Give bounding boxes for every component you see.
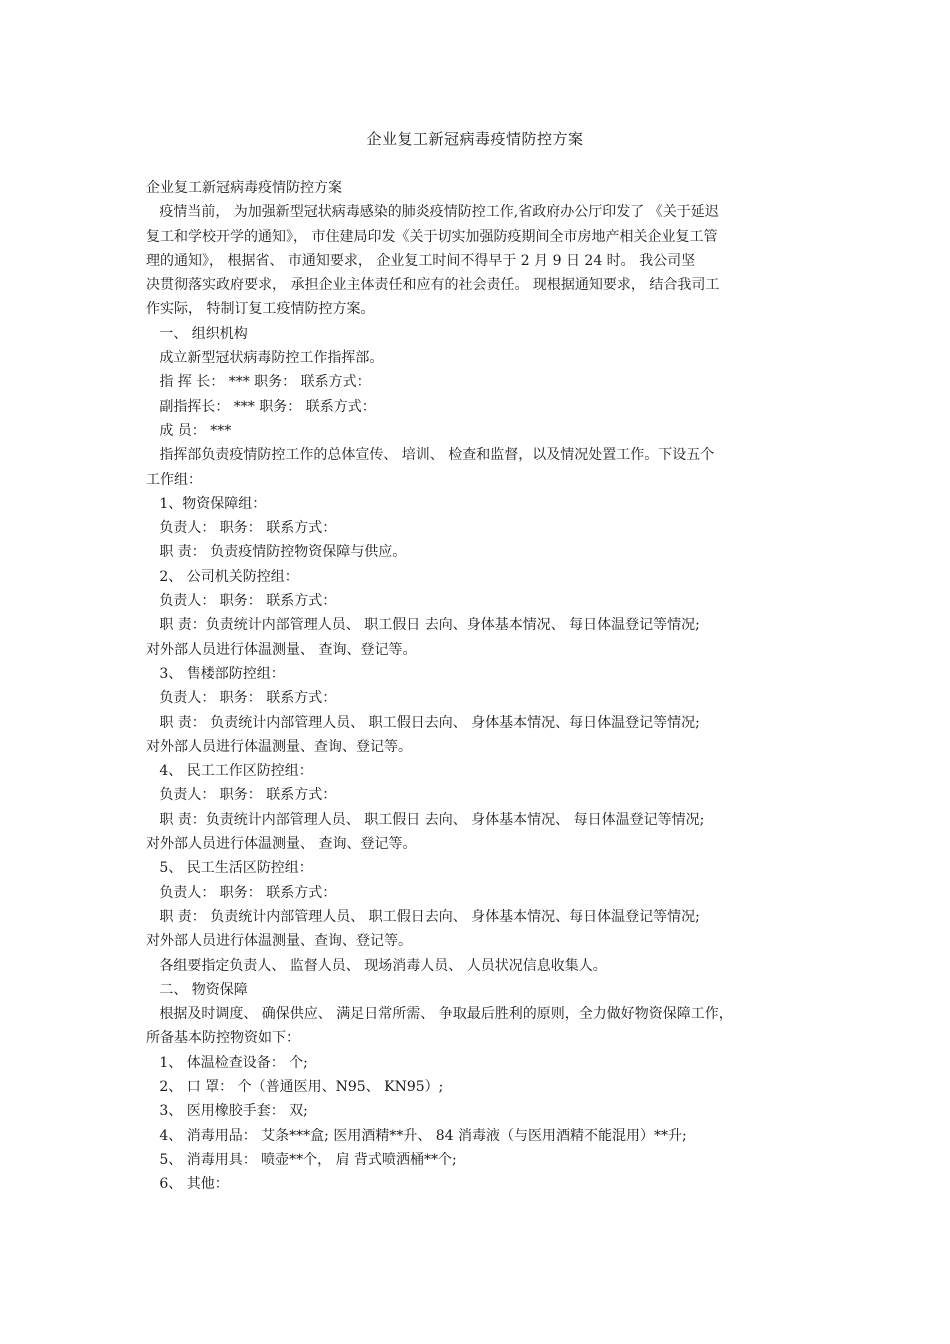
text-line: 对外部人员进行体温测量、查询、登记等。 — [146, 933, 412, 950]
text-line: 职 责： 负责疫情防控物资保障与供应。 — [146, 544, 407, 561]
document-body — [146, 176, 818, 1196]
text-line: 所备基本防控物资如下： — [146, 1030, 300, 1047]
text-line: 负责人： 职务： 联系方式： — [146, 690, 337, 707]
text-line: 负责人： 职务： 联系方式： — [146, 787, 337, 804]
text-line: 职 责：负责统计内部管理人员、 职工假日 去向、身体基本情况、 每日体温登记等情况; — [146, 617, 700, 634]
text-line: 决贯彻落实政府要求， 承担企业主体责任和应有的社会责任。 现根据通知要求， 结合我司工 — [146, 277, 720, 294]
text-line: 职 责：负责统计内部管理人员、 职工假日 去向、 身体基本情况、 每日体温登记等情况; — [146, 811, 705, 828]
text-line: 负责人： 职务： 联系方式： — [146, 884, 337, 901]
text-line: 成立新型冠状病毒防控工作指挥部。 — [146, 350, 384, 367]
text-line: 一、 组织机构 — [146, 325, 248, 342]
text-line: 职 责： 负责统计内部管理人员、 职工假日去向、 身体基本情况、每日体温登记等情况; — [146, 908, 700, 925]
text-line: 4、 消毒用品： 艾条***盒; 医用酒精**升、 84 消毒液（与医用酒精不能混用）**升; — [146, 1127, 687, 1144]
text-line: 指 挥 长： *** 职务： 联系方式： — [146, 374, 371, 391]
text-line: 副指挥长： *** 职务： 联系方式： — [146, 398, 376, 415]
text-line: 2、 公司机关防控组： — [146, 568, 299, 585]
text-line: 3、 售楼部防控组： — [146, 665, 285, 682]
document-title: 企业复工新冠病毒疫情防控方案 — [366, 130, 584, 148]
text-line: 疫情当前， 为加强新型冠状病毒感染的肺炎疫情防控工作,省政府办公厅印发了 《关于延迟 — [146, 204, 719, 221]
text-line: 5、 消毒用具： 喷壶**个， 肩 背式喷洒桶**个; — [146, 1151, 457, 1168]
text-line: 负责人： 职务： 联系方式： — [146, 520, 337, 537]
text-line: 6、 其他： — [146, 1176, 229, 1193]
text-line: 1、 体温检查设备： 个; — [146, 1054, 308, 1071]
text-line: 4、 民工工作区防控组： — [146, 763, 313, 780]
text-line: 2、 口 罩： 个（普通医用、N95、 KN95）; — [146, 1078, 444, 1095]
text-line: 工作组： — [146, 471, 202, 488]
text-line: 职 责： 负责统计内部管理人员、 职工假日去向、 身体基本情况、每日体温登记等情况; — [146, 714, 700, 731]
text-line: 对外部人员进行体温测量、 查询、登记等。 — [146, 641, 417, 658]
text-line: 负责人： 职务： 联系方式： — [146, 593, 337, 610]
text-line: 二、 物资保障 — [146, 981, 248, 998]
text-line: 5、 民工生活区防控组： — [146, 860, 313, 877]
text-line: 企业复工新冠病毒疫情防控方案 — [146, 180, 342, 196]
text-line: 理的通知》， 根据省、 市通知要求， 企业复工时间不得早于 2 月 9 日 24 时。 我公司坚 — [146, 252, 696, 269]
text-line: 根据及时调度、 确保供应、 满足日常所需、 争取最后胜利的原则，全力做好物资保障工作， — [146, 1006, 733, 1023]
text-line: 3、 医用橡胶手套： 双; — [146, 1103, 308, 1120]
text-line: 指挥部负责疫情防控工作的总体宣传、 培训、 检查和监督，以及情况处置工作。下设五个 — [146, 447, 715, 464]
text-line: 成 员： *** — [146, 422, 232, 439]
text-line: 作实际， 特制订复工疫情防控方案。 — [146, 301, 375, 318]
text-line: 对外部人员进行体温测量、 查询、登记等。 — [146, 836, 417, 853]
text-line: 1、物资保障组： — [146, 495, 267, 512]
text-line: 各组要指定负责人、 监督人员、 现场消毒人员、 人员状况信息收集人。 — [146, 957, 607, 974]
text-line: 复工和学校开学的通知》， 市住建局印发《关于切实加强防疫期间全市房地产相关企业复工管 — [146, 228, 718, 245]
text-line: 对外部人员进行体温测量、查询、登记等。 — [146, 738, 412, 755]
